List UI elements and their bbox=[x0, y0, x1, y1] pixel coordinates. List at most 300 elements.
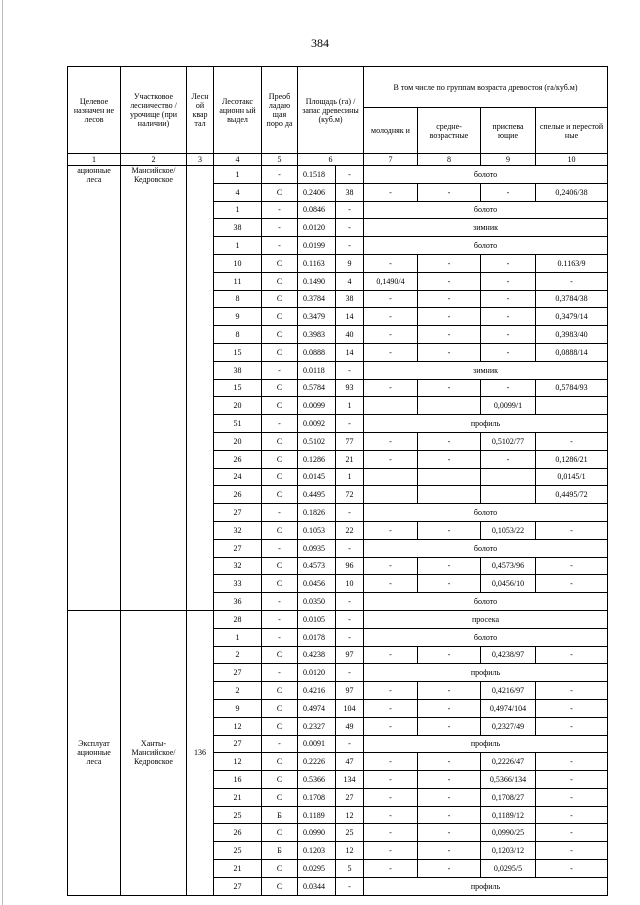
purpose-cell: ационные леса bbox=[68, 166, 121, 611]
volume-cell: 134 bbox=[336, 771, 364, 789]
young-cell: 0,1490/4 bbox=[364, 272, 418, 290]
young-cell: - bbox=[364, 842, 418, 860]
mature-cell: - bbox=[536, 842, 608, 860]
premature-cell: 0,2226/47 bbox=[481, 753, 536, 771]
compartment-cell: 2 bbox=[214, 682, 262, 700]
note-cell: профиль bbox=[364, 664, 608, 682]
middle-cell: - bbox=[418, 646, 481, 664]
compartment-cell: 8 bbox=[214, 326, 262, 344]
scan-edge bbox=[2, 0, 3, 905]
young-cell bbox=[364, 486, 418, 504]
volume-cell: - bbox=[336, 219, 364, 237]
species-cell: - bbox=[262, 735, 298, 753]
area-cell: 0.2406 bbox=[298, 183, 336, 201]
compartment-cell: 38 bbox=[214, 361, 262, 379]
young-cell: - bbox=[364, 290, 418, 308]
header-area: Площадь (га) /запас древесины (куб.м) bbox=[298, 67, 364, 154]
area-cell: 0.1518 bbox=[298, 166, 336, 184]
compartment-cell: 2 bbox=[214, 646, 262, 664]
area-cell: 0.3784 bbox=[298, 290, 336, 308]
compartment-cell: 21 bbox=[214, 788, 262, 806]
area-cell: 0.4974 bbox=[298, 699, 336, 717]
header-species: Преоб ладаю щая поро да bbox=[262, 67, 298, 154]
area-cell: 0.4216 bbox=[298, 682, 336, 700]
mature-cell: 0,0888/14 bbox=[536, 343, 608, 361]
mature-cell: 0,2406/38 bbox=[536, 183, 608, 201]
area-cell: 0.1490 bbox=[298, 272, 336, 290]
premature-cell: 0,1708/27 bbox=[481, 788, 536, 806]
compartment-cell: 27 bbox=[214, 735, 262, 753]
volume-cell: 38 bbox=[336, 183, 364, 201]
middle-cell: - bbox=[418, 343, 481, 361]
volume-cell: 22 bbox=[336, 521, 364, 539]
premature-cell: - bbox=[481, 326, 536, 344]
compartment-cell: 25 bbox=[214, 842, 262, 860]
species-cell: - bbox=[262, 610, 298, 628]
species-cell: - bbox=[262, 539, 298, 557]
compartment-cell: 9 bbox=[214, 699, 262, 717]
species-cell: Б bbox=[262, 806, 298, 824]
middle-cell: - bbox=[418, 824, 481, 842]
premature-cell: 0,0295/5 bbox=[481, 860, 536, 878]
mature-cell: 0,4495/72 bbox=[536, 486, 608, 504]
column-number: 3 bbox=[187, 154, 214, 166]
area-cell: 0.0120 bbox=[298, 664, 336, 682]
table-body bbox=[68, 166, 608, 896]
volume-cell: - bbox=[336, 664, 364, 682]
premature-cell: 0,4573/96 bbox=[481, 557, 536, 575]
area-cell: 0.1203 bbox=[298, 842, 336, 860]
premature-cell: 0,4974/104 bbox=[481, 699, 536, 717]
column-number: 4 bbox=[214, 154, 262, 166]
header-quarter: Лесн ой квар тал bbox=[187, 67, 214, 154]
mature-cell: - bbox=[536, 771, 608, 789]
note-cell: болото bbox=[364, 201, 608, 219]
header-purpose: Целевое назначен ие лесов bbox=[68, 67, 121, 154]
volume-cell: 1 bbox=[336, 468, 364, 486]
district-cell: Ханты- Мансийское/ Кедровское bbox=[121, 610, 187, 895]
volume-cell: 104 bbox=[336, 699, 364, 717]
premature-cell: - bbox=[481, 272, 536, 290]
quarter-cell: 136 bbox=[187, 610, 214, 895]
area-cell: 0.1189 bbox=[298, 806, 336, 824]
middle-cell: - bbox=[418, 379, 481, 397]
compartment-cell: 20 bbox=[214, 397, 262, 415]
volume-cell: 97 bbox=[336, 682, 364, 700]
young-cell: - bbox=[364, 254, 418, 272]
premature-cell bbox=[481, 486, 536, 504]
compartment-cell: 51 bbox=[214, 415, 262, 433]
compartment-cell: 1 bbox=[214, 628, 262, 646]
compartment-cell: 1 bbox=[214, 201, 262, 219]
compartment-cell: 12 bbox=[214, 717, 262, 735]
young-cell: - bbox=[364, 557, 418, 575]
compartment-cell: 26 bbox=[214, 450, 262, 468]
mature-cell: 0,5784/93 bbox=[536, 379, 608, 397]
header-mature: спелые и перестой ные bbox=[536, 108, 608, 154]
compartment-cell: 15 bbox=[214, 343, 262, 361]
premature-cell: - bbox=[481, 183, 536, 201]
area-cell: 0.0935 bbox=[298, 539, 336, 557]
middle-cell: - bbox=[418, 717, 481, 735]
compartment-cell: 25 bbox=[214, 806, 262, 824]
compartment-cell: 10 bbox=[214, 254, 262, 272]
premature-cell: - bbox=[481, 343, 536, 361]
species-cell: - bbox=[262, 166, 298, 184]
species-cell: С bbox=[262, 521, 298, 539]
volume-cell: 96 bbox=[336, 557, 364, 575]
volume-cell: 1 bbox=[336, 397, 364, 415]
mature-cell: 0,1286/21 bbox=[536, 450, 608, 468]
header-age-groups: В том числе по группам возраста древостоя (га/куб.м) bbox=[364, 67, 608, 108]
area-cell: 0.3479 bbox=[298, 308, 336, 326]
volume-cell: 49 bbox=[336, 717, 364, 735]
volume-cell: 14 bbox=[336, 308, 364, 326]
species-cell: С bbox=[262, 272, 298, 290]
species-cell: - bbox=[262, 361, 298, 379]
volume-cell: 40 bbox=[336, 326, 364, 344]
purpose-cell: Эксплуат ационные леса bbox=[68, 610, 121, 895]
premature-cell: 0,4216/97 bbox=[481, 682, 536, 700]
mature-cell: - bbox=[536, 557, 608, 575]
area-cell: 0.0105 bbox=[298, 610, 336, 628]
compartment-cell: 4 bbox=[214, 183, 262, 201]
species-cell: С bbox=[262, 824, 298, 842]
header-middle: средне- возрастные bbox=[418, 108, 481, 154]
area-cell: 0.4573 bbox=[298, 557, 336, 575]
note-cell: профиль bbox=[364, 415, 608, 433]
species-cell: С bbox=[262, 575, 298, 593]
mature-cell: 0.1163/9 bbox=[536, 254, 608, 272]
premature-cell: 0,0990/25 bbox=[481, 824, 536, 842]
mature-cell: 0,0145/1 bbox=[536, 468, 608, 486]
area-cell: 0.0199 bbox=[298, 237, 336, 255]
premature-cell: 0,4238/97 bbox=[481, 646, 536, 664]
compartment-cell: 9 bbox=[214, 308, 262, 326]
middle-cell: - bbox=[418, 753, 481, 771]
species-cell: С bbox=[262, 646, 298, 664]
species-cell: - bbox=[262, 415, 298, 433]
area-cell: 0.4495 bbox=[298, 486, 336, 504]
area-cell: 0.0092 bbox=[298, 415, 336, 433]
compartment-cell: 8 bbox=[214, 290, 262, 308]
species-cell: С bbox=[262, 557, 298, 575]
young-cell: - bbox=[364, 824, 418, 842]
area-cell: 0.4238 bbox=[298, 646, 336, 664]
compartment-cell: 11 bbox=[214, 272, 262, 290]
young-cell: - bbox=[364, 326, 418, 344]
area-cell: 0.0099 bbox=[298, 397, 336, 415]
species-cell: С bbox=[262, 343, 298, 361]
premature-cell: 0,5102/77 bbox=[481, 432, 536, 450]
middle-cell: - bbox=[418, 788, 481, 806]
species-cell: С bbox=[262, 450, 298, 468]
area-cell: 0.2226 bbox=[298, 753, 336, 771]
middle-cell: - bbox=[418, 682, 481, 700]
species-cell: - bbox=[262, 201, 298, 219]
premature-cell: 0,5366/134 bbox=[481, 771, 536, 789]
premature-cell: 0,1189/12 bbox=[481, 806, 536, 824]
species-cell: С bbox=[262, 699, 298, 717]
page-number: 384 bbox=[311, 36, 329, 50]
species-cell: - bbox=[262, 219, 298, 237]
young-cell: - bbox=[364, 682, 418, 700]
middle-cell: - bbox=[418, 450, 481, 468]
mature-cell: - bbox=[536, 753, 608, 771]
middle-cell: - bbox=[418, 254, 481, 272]
column-number: 7 bbox=[364, 154, 418, 166]
young-cell bbox=[364, 468, 418, 486]
note-cell: болото bbox=[364, 237, 608, 255]
volume-cell: 4 bbox=[336, 272, 364, 290]
volume-cell: 21 bbox=[336, 450, 364, 468]
volume-cell: 25 bbox=[336, 824, 364, 842]
species-cell: - bbox=[262, 593, 298, 611]
species-cell: - bbox=[262, 504, 298, 522]
volume-cell: 47 bbox=[336, 753, 364, 771]
compartment-cell: 1 bbox=[214, 166, 262, 184]
table-row bbox=[68, 166, 608, 184]
quarter-cell bbox=[187, 166, 214, 611]
volume-cell: - bbox=[336, 610, 364, 628]
young-cell: - bbox=[364, 308, 418, 326]
compartment-cell: 28 bbox=[214, 610, 262, 628]
area-cell: 0.1053 bbox=[298, 521, 336, 539]
compartment-cell: 27 bbox=[214, 877, 262, 895]
premature-cell: 0,0099/1 bbox=[481, 397, 536, 415]
mature-cell: 0,3479/14 bbox=[536, 308, 608, 326]
species-cell: С bbox=[262, 486, 298, 504]
note-cell: болото bbox=[364, 166, 608, 184]
middle-cell: - bbox=[418, 575, 481, 593]
volume-cell: 14 bbox=[336, 343, 364, 361]
note-cell: просека bbox=[364, 610, 608, 628]
column-number: 8 bbox=[418, 154, 481, 166]
middle-cell: - bbox=[418, 557, 481, 575]
compartment-cell: 27 bbox=[214, 504, 262, 522]
volume-cell: - bbox=[336, 593, 364, 611]
area-cell: 0.5366 bbox=[298, 771, 336, 789]
volume-cell: - bbox=[336, 877, 364, 895]
premature-cell bbox=[481, 468, 536, 486]
middle-cell: - bbox=[418, 290, 481, 308]
young-cell: - bbox=[364, 771, 418, 789]
note-cell: болото bbox=[364, 539, 608, 557]
volume-cell: - bbox=[336, 166, 364, 184]
header-premature: приспева ющие bbox=[481, 108, 536, 154]
compartment-cell: 38 bbox=[214, 219, 262, 237]
species-cell: С bbox=[262, 308, 298, 326]
compartment-cell: 26 bbox=[214, 486, 262, 504]
species-cell: С bbox=[262, 877, 298, 895]
premature-cell: - bbox=[481, 290, 536, 308]
young-cell: - bbox=[364, 753, 418, 771]
area-cell: 0.5102 bbox=[298, 432, 336, 450]
compartment-cell: 32 bbox=[214, 521, 262, 539]
area-cell: 0.0456 bbox=[298, 575, 336, 593]
area-cell: 0.1286 bbox=[298, 450, 336, 468]
species-cell: - bbox=[262, 664, 298, 682]
premature-cell: 0,2327/49 bbox=[481, 717, 536, 735]
species-cell: - bbox=[262, 237, 298, 255]
premature-cell: - bbox=[481, 308, 536, 326]
area-cell: 0.0888 bbox=[298, 343, 336, 361]
area-cell: 0.0178 bbox=[298, 628, 336, 646]
mature-cell: 0,3983/40 bbox=[536, 326, 608, 344]
young-cell: - bbox=[364, 646, 418, 664]
column-number: 2 bbox=[121, 154, 187, 166]
young-cell: - bbox=[364, 450, 418, 468]
compartment-cell: 36 bbox=[214, 593, 262, 611]
middle-cell: - bbox=[418, 806, 481, 824]
volume-cell: - bbox=[336, 504, 364, 522]
volume-cell: 10 bbox=[336, 575, 364, 593]
species-cell: С bbox=[262, 717, 298, 735]
note-cell: болото bbox=[364, 593, 608, 611]
mature-cell: - bbox=[536, 521, 608, 539]
area-cell: 0.0295 bbox=[298, 860, 336, 878]
mature-cell: - bbox=[536, 717, 608, 735]
young-cell bbox=[364, 397, 418, 415]
young-cell: - bbox=[364, 806, 418, 824]
premature-cell: - bbox=[481, 254, 536, 272]
middle-cell: - bbox=[418, 183, 481, 201]
compartment-cell: 21 bbox=[214, 860, 262, 878]
compartment-cell: 15 bbox=[214, 379, 262, 397]
table-row bbox=[68, 610, 608, 628]
compartment-cell: 12 bbox=[214, 753, 262, 771]
compartment-cell: 1 bbox=[214, 237, 262, 255]
species-cell: С bbox=[262, 432, 298, 450]
species-cell: С bbox=[262, 468, 298, 486]
middle-cell bbox=[418, 486, 481, 504]
middle-cell: - bbox=[418, 521, 481, 539]
compartment-cell: 20 bbox=[214, 432, 262, 450]
young-cell: - bbox=[364, 379, 418, 397]
species-cell: С bbox=[262, 326, 298, 344]
species-cell: С bbox=[262, 860, 298, 878]
header-district: Участковое лесничество /урочище (при наличии) bbox=[121, 67, 187, 154]
area-cell: 0.1163 bbox=[298, 254, 336, 272]
premature-cell: - bbox=[481, 450, 536, 468]
volume-cell: 12 bbox=[336, 842, 364, 860]
volume-cell: - bbox=[336, 735, 364, 753]
column-number: 5 bbox=[262, 154, 298, 166]
mature-cell: - bbox=[536, 806, 608, 824]
species-cell: С bbox=[262, 183, 298, 201]
middle-cell bbox=[418, 397, 481, 415]
compartment-cell: 32 bbox=[214, 557, 262, 575]
area-cell: 0.0091 bbox=[298, 735, 336, 753]
volume-cell: - bbox=[336, 628, 364, 646]
area-cell: 0.0120 bbox=[298, 219, 336, 237]
premature-cell: 0,0456/10 bbox=[481, 575, 536, 593]
young-cell: - bbox=[364, 521, 418, 539]
compartment-cell: 26 bbox=[214, 824, 262, 842]
young-cell: - bbox=[364, 183, 418, 201]
area-cell: 0.1708 bbox=[298, 788, 336, 806]
volume-cell: 12 bbox=[336, 806, 364, 824]
compartment-cell: 24 bbox=[214, 468, 262, 486]
volume-cell: 9 bbox=[336, 254, 364, 272]
note-cell: профиль bbox=[364, 735, 608, 753]
volume-cell: 93 bbox=[336, 379, 364, 397]
volume-cell: 38 bbox=[336, 290, 364, 308]
area-cell: 0.0118 bbox=[298, 361, 336, 379]
middle-cell: - bbox=[418, 326, 481, 344]
note-cell: зимник bbox=[364, 219, 608, 237]
species-cell: - bbox=[262, 628, 298, 646]
young-cell: - bbox=[364, 432, 418, 450]
area-cell: 0.0145 bbox=[298, 468, 336, 486]
middle-cell: - bbox=[418, 432, 481, 450]
premature-cell: 0,1203/12 bbox=[481, 842, 536, 860]
header-young: молодняк и bbox=[364, 108, 418, 154]
compartment-cell: 16 bbox=[214, 771, 262, 789]
species-cell: С bbox=[262, 771, 298, 789]
area-cell: 0.0990 bbox=[298, 824, 336, 842]
compartment-cell: 27 bbox=[214, 539, 262, 557]
column-number: 6 bbox=[298, 154, 364, 166]
middle-cell bbox=[418, 468, 481, 486]
middle-cell: - bbox=[418, 272, 481, 290]
mature-cell: - bbox=[536, 682, 608, 700]
mature-cell: - bbox=[536, 646, 608, 664]
species-cell: С bbox=[262, 788, 298, 806]
young-cell: - bbox=[364, 788, 418, 806]
forest-table bbox=[67, 66, 608, 896]
middle-cell: - bbox=[418, 771, 481, 789]
area-cell: 0.3983 bbox=[298, 326, 336, 344]
mature-cell: - bbox=[536, 788, 608, 806]
middle-cell: - bbox=[418, 842, 481, 860]
volume-cell: - bbox=[336, 201, 364, 219]
note-cell: болото bbox=[364, 628, 608, 646]
note-cell: болото bbox=[364, 504, 608, 522]
volume-cell: - bbox=[336, 237, 364, 255]
species-cell: С bbox=[262, 397, 298, 415]
species-cell: Б bbox=[262, 842, 298, 860]
note-cell: профиль bbox=[364, 877, 608, 895]
compartment-cell: 27 bbox=[214, 664, 262, 682]
mature-cell: - bbox=[536, 272, 608, 290]
young-cell: - bbox=[364, 699, 418, 717]
young-cell: - bbox=[364, 343, 418, 361]
column-number: 1 bbox=[68, 154, 121, 166]
area-cell: 0.5784 bbox=[298, 379, 336, 397]
note-cell: зимник bbox=[364, 361, 608, 379]
premature-cell: 0,1053/22 bbox=[481, 521, 536, 539]
column-number: 10 bbox=[536, 154, 608, 166]
premature-cell: - bbox=[481, 379, 536, 397]
area-cell: 0.2327 bbox=[298, 717, 336, 735]
mature-cell: - bbox=[536, 824, 608, 842]
young-cell: - bbox=[364, 860, 418, 878]
species-cell: С bbox=[262, 290, 298, 308]
species-cell: С bbox=[262, 379, 298, 397]
mature-cell: 0,3784/38 bbox=[536, 290, 608, 308]
young-cell: - bbox=[364, 575, 418, 593]
volume-cell: - bbox=[336, 415, 364, 433]
middle-cell: - bbox=[418, 699, 481, 717]
column-number: 9 bbox=[481, 154, 536, 166]
volume-cell: - bbox=[336, 539, 364, 557]
mature-cell bbox=[536, 397, 608, 415]
area-cell: 0.1826 bbox=[298, 504, 336, 522]
header-compartment: Лесотакс ационн ый выдел bbox=[214, 67, 262, 154]
volume-cell: - bbox=[336, 361, 364, 379]
volume-cell: 77 bbox=[336, 432, 364, 450]
